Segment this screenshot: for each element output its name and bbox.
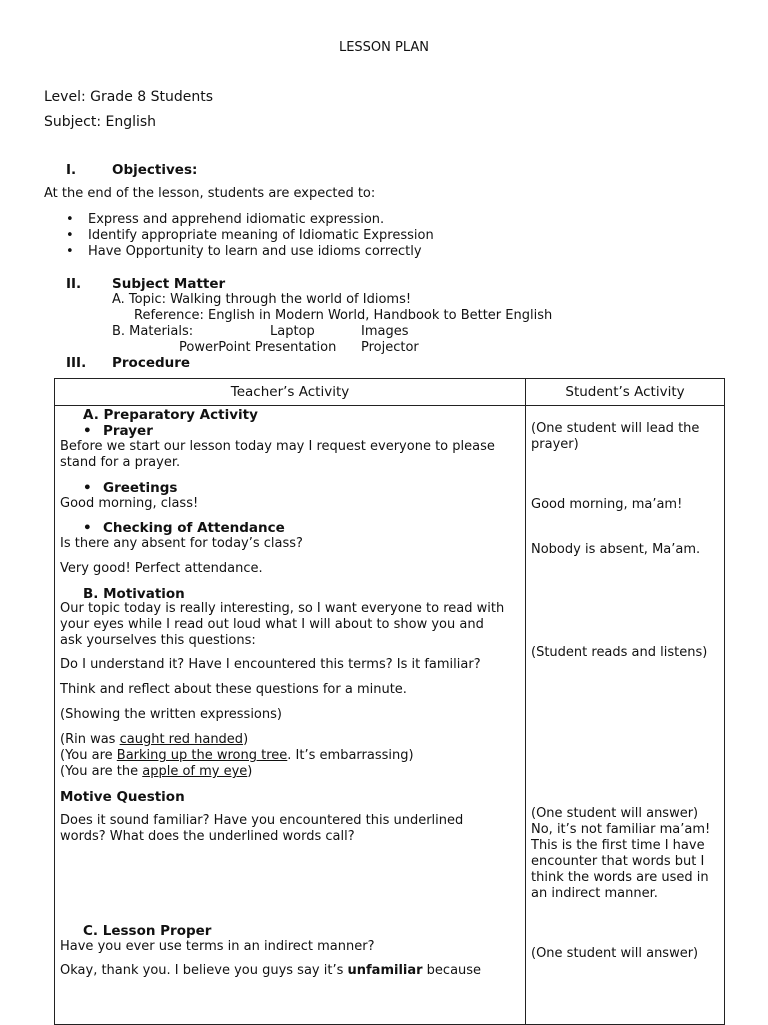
objective-item: • Have Opportunity to learn and use idioms correctly	[66, 244, 400, 259]
objective-item: • Express and apprehend idiomatic expression.	[66, 212, 362, 227]
prayer-text: stand for a prayer.	[60, 455, 181, 470]
motivation-text: (Showing the written expressions)	[60, 707, 282, 722]
student-response: (One student will answer)	[531, 806, 699, 821]
motive-question-text: Does it sound familiar? Have you encountered this underlined	[60, 813, 464, 828]
motivation-heading: B. Motivation	[83, 586, 185, 602]
lesson-proper-text: Okay, thank you. I believe you guys say it’s unfamiliar because	[60, 963, 482, 978]
motive-question-heading: Motive Question	[60, 789, 185, 805]
student-response: prayer)	[531, 437, 579, 452]
student-response: an indirect manner.	[531, 886, 658, 901]
procedure-table	[54, 378, 725, 1025]
attendance-heading: • Checking of Attendance	[83, 520, 285, 536]
greetings-text: Good morning, class!	[60, 496, 199, 511]
motivation-text: your eyes while I read out loud what I will about to show you and	[60, 617, 484, 632]
motivation-text: Our topic today is really interesting, so I want everyone to read with	[60, 601, 505, 616]
topic-line: A. Topic: Walking through the world of Idioms!	[112, 292, 412, 307]
student-response: encounter that words but I	[531, 854, 705, 869]
underlined-idiom: caught red handed	[119, 732, 244, 747]
material-projector: Projector	[361, 340, 419, 355]
objectives-heading	[66, 162, 197, 178]
section-number: III.	[66, 355, 87, 371]
prayer-heading: • Prayer	[83, 423, 153, 439]
student-response: (Student reads and listens)	[531, 645, 708, 660]
student-column-header: Student’s Activity	[526, 379, 725, 406]
underlined-idiom: Barking up the wrong tree	[116, 748, 288, 763]
student-response: Nobody is absent, Ma’am.	[531, 542, 701, 557]
lesson-proper-heading: C. Lesson Proper	[83, 923, 212, 939]
material-laptop: Laptop	[270, 324, 315, 339]
greetings-heading: • Greetings	[83, 480, 177, 496]
student-response: (One student will answer)	[531, 946, 699, 961]
table-row	[55, 406, 725, 1025]
underlined-idiom: apple of my eye	[142, 764, 248, 779]
example-expression: (You are Barking up the wrong tree. It’s embarrassing)	[60, 748, 414, 763]
motivation-text: Do I understand it? Have I encountered this terms? Is it familiar?	[60, 657, 481, 672]
material-images: Images	[361, 324, 409, 339]
objectives-intro: At the end of the lesson, students are expected to:	[44, 186, 376, 201]
motive-question-text: words? What does the underlined words call?	[60, 829, 355, 844]
subject-matter-heading	[66, 276, 225, 292]
section-title: Objectives:	[112, 162, 198, 178]
prayer-text: Before we start our lesson today may I request everyone to please	[60, 439, 495, 454]
student-response: No, it’s not familiar ma’am!	[531, 822, 711, 837]
section-title: Procedure	[112, 355, 191, 371]
procedure-heading	[66, 355, 190, 371]
material-ppt: PowerPoint Presentation	[179, 340, 337, 355]
student-response: (One student will lead the	[531, 421, 700, 436]
student-response: Good morning, ma’am!	[531, 497, 683, 512]
objective-item: • Identify appropriate meaning of Idiomatic Expression	[66, 228, 412, 243]
section-number: II.	[66, 276, 82, 292]
section-title: Subject Matter	[112, 276, 226, 292]
motivation-text: Think and reflect about these questions for a minute.	[60, 682, 407, 697]
table-header-row	[55, 379, 725, 406]
teacher-activity-cell	[55, 406, 526, 1025]
student-response: This is the first time I have	[531, 838, 705, 853]
lesson-proper-text: Have you ever use terms in an indirect manner?	[60, 939, 375, 954]
student-activity-cell	[526, 406, 725, 1025]
level-line: Level: Grade 8 Students	[44, 89, 214, 105]
student-response: think the words are used in	[531, 870, 709, 885]
example-expression: (Rin was caught red handed)	[60, 732, 249, 747]
subject-line: Subject: English	[44, 114, 157, 130]
attendance-text: Very good! Perfect attendance.	[60, 561, 263, 576]
example-expression: (You are the apple of my eye)	[60, 764, 253, 779]
reference-line: Reference: English in Modern World, Handbook to Better English	[134, 308, 553, 323]
teacher-column-header: Teacher’s Activity	[55, 379, 526, 406]
prep-heading: A. Preparatory Activity	[83, 407, 258, 423]
page-title: LESSON PLAN	[338, 40, 430, 55]
materials-label: B. Materials:	[112, 324, 194, 339]
attendance-text: Is there any absent for today’s class?	[60, 536, 303, 551]
section-number: I.	[66, 162, 77, 178]
motivation-text: ask yourselves this questions:	[60, 633, 256, 648]
